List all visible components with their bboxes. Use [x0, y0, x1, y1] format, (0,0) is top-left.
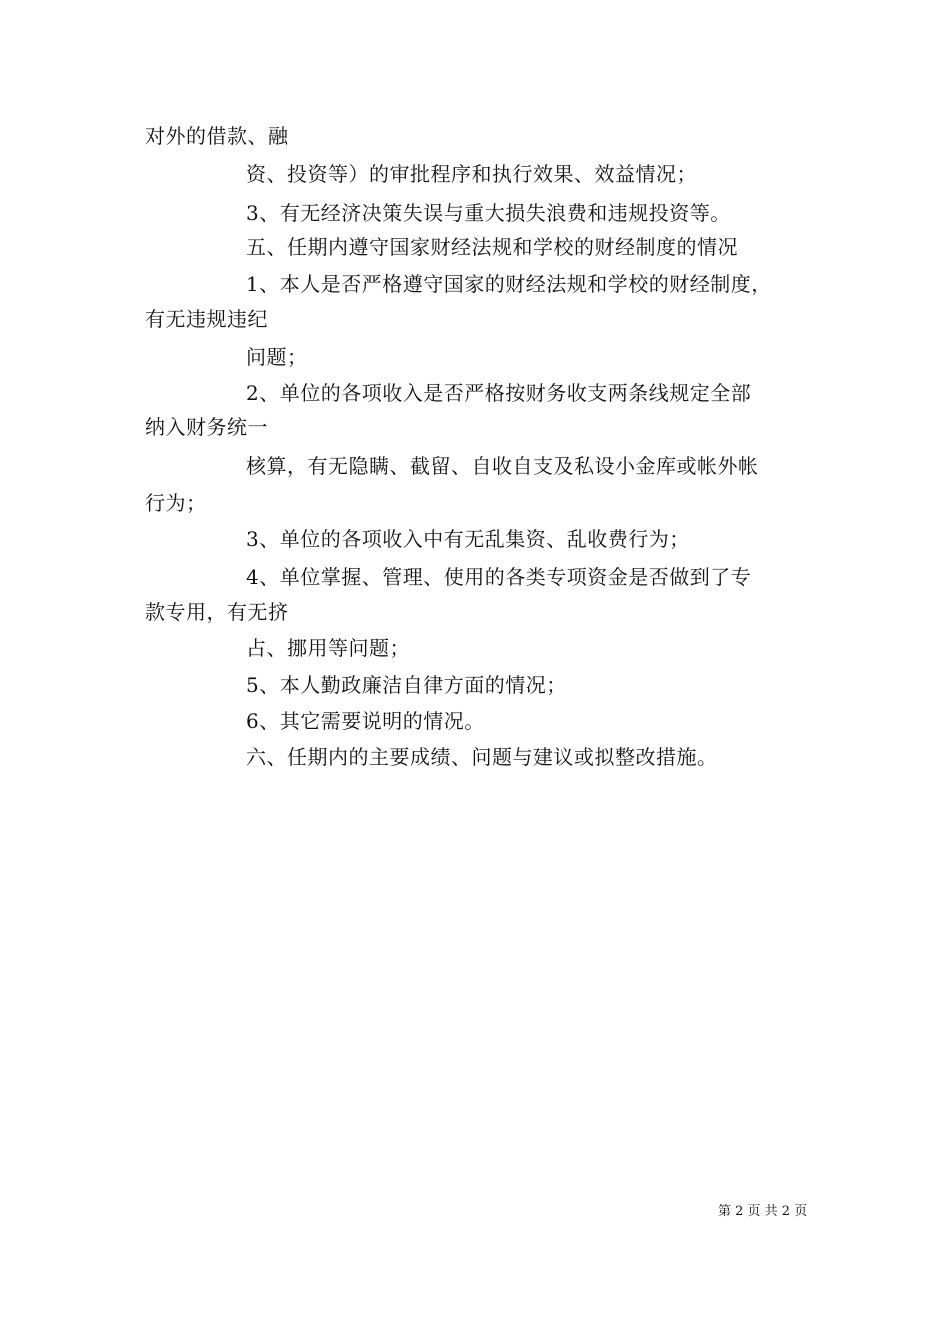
text-line: 6、其它需要说明的情况。 — [246, 709, 485, 733]
text-line: 问题； — [246, 345, 308, 369]
text-line: 核算，有无隐瞒、截留、自收自支及私设小金库或帐外帐 — [246, 454, 759, 478]
text-line: 5、本人勤政廉洁自律方面的情况； — [246, 673, 567, 697]
text-line: 行为； — [145, 491, 207, 515]
text-line: 资、投资等）的审批程序和执行效果、效益情况； — [246, 162, 697, 186]
text-line: 五、任期内遵守国家财经法规和学校的财经制度的情况 — [246, 235, 738, 259]
text-line: 2、单位的各项收入是否严格按财务收支两条线规定全部 — [246, 381, 752, 405]
text-line: 1、本人是否严格遵守国家的财经法规和学校的财经制度， — [246, 272, 772, 296]
text-line: 对外的借款、融 — [145, 124, 289, 148]
text-line: 纳入财务统一 — [145, 415, 268, 439]
text-line: 3、有无经济决策失误与重大损失浪费和违规投资等。 — [246, 201, 731, 225]
text-line: 占、挪用等问题； — [246, 636, 410, 660]
page-number: 第 2 页 共 2 页 — [718, 1204, 808, 1219]
text-line: 六、任期内的主要成绩、问题与建议或拟整改措施。 — [246, 745, 718, 769]
text-line: 3、单位的各项收入中有无乱集资、乱收费行为； — [246, 527, 690, 551]
text-line: 4、单位掌握、管理、使用的各类专项资金是否做到了专 — [246, 565, 752, 589]
text-line: 款专用，有无挤 — [145, 600, 289, 624]
text-line: 有无违规违纪 — [145, 307, 268, 331]
